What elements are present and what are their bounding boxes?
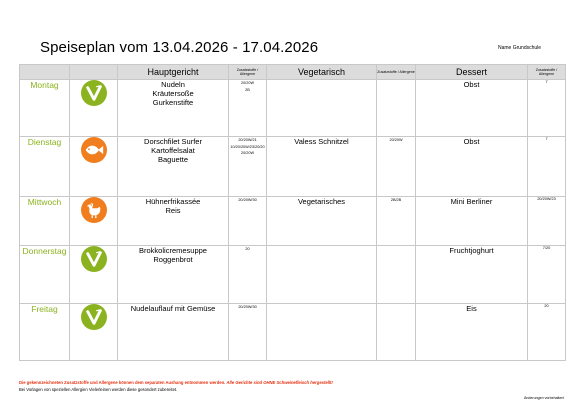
dessert: Mini Berliner xyxy=(416,197,528,246)
dessert-codes: 7/20 xyxy=(528,246,566,304)
main-dish: Nudeln Kräutersoße Gurkenstifte xyxy=(118,80,229,137)
day-row-mittwoch xyxy=(20,197,566,246)
header-day xyxy=(20,65,70,80)
fish-icon xyxy=(81,137,107,163)
main-codes: 20 xyxy=(229,246,267,304)
veg-codes: 20/20W xyxy=(377,137,416,197)
dessert-codes: 7 xyxy=(528,80,566,137)
header-main-codes: Zusatzstoffe / Allergene xyxy=(229,65,267,80)
header-dessert: Dessert xyxy=(416,65,528,80)
footer-note-pork: Alle Gerichte sind OHNE Schweinefleisch hergestellt! xyxy=(226,380,333,385)
dessert-codes: 20 xyxy=(528,304,566,361)
vegetarian-v-icon xyxy=(81,246,107,272)
chicken-icon xyxy=(81,197,107,223)
veg-codes: 2B/2B xyxy=(377,197,416,246)
header-dessert-codes: Zusatzstoffe / Allergene xyxy=(528,65,566,80)
school-name: Name Grundschule xyxy=(498,45,542,51)
dessert-codes: 7 xyxy=(528,137,566,197)
veg-dish: Valess Schnitzel xyxy=(267,137,377,197)
dessert: Obst xyxy=(416,137,528,197)
day-label: Mittwoch xyxy=(20,197,70,246)
page-title: Speiseplan vom 13.04.2026 - 17.04.2026 xyxy=(40,39,319,56)
veg-dish: Vegetarisches xyxy=(267,197,377,246)
main-codes: 20/20W 2B xyxy=(229,80,267,137)
header-main: Hauptgericht xyxy=(118,65,229,80)
veg-codes xyxy=(377,246,416,304)
veg-dish xyxy=(267,246,377,304)
main-dish: Dorschfilet Surfer Kartoffelsalat Baguette xyxy=(118,137,229,197)
main-codes: 20/20W/21 10/20/20W/23/20/20 20/20W xyxy=(229,137,267,197)
day-label: Montag xyxy=(20,80,70,137)
day-row-dienstag xyxy=(20,137,566,197)
day-row-donnerstag xyxy=(20,246,566,304)
day-row-montag xyxy=(20,80,566,137)
menu-table xyxy=(19,64,566,361)
footer-note-allergens: Die gekennzeichneten Zusatzstoffe und Allergene können dem separaten Aushang entnommen werden. Alle Gerichte sind OHNE Schweinefleisch hergestellt! xyxy=(19,380,333,385)
day-row-freitag xyxy=(20,304,566,361)
main-dish: Brokkolicremesuppe Roggenbrot xyxy=(118,246,229,304)
header-icon xyxy=(70,65,118,80)
dessert: Eis xyxy=(416,304,528,361)
main-dish: Hühnerfrikassée Reis xyxy=(118,197,229,246)
header-veg: Vegetarisch xyxy=(267,65,377,80)
header-veg-codes: Zusatzstoffe / Allergene xyxy=(377,65,416,80)
header-row xyxy=(20,65,566,80)
vegetarian-v-icon xyxy=(81,80,107,106)
dessert: Fruchtjoghurt xyxy=(416,246,528,304)
veg-dish xyxy=(267,80,377,137)
day-label: Dienstag xyxy=(20,137,70,197)
main-dish: Nudelauflauf mit Gemüse xyxy=(118,304,229,361)
day-label: Donnerstag xyxy=(20,246,70,304)
footer-note-changes: Änderungen vorbehalten! xyxy=(524,396,565,400)
vegetarian-v-icon xyxy=(81,304,107,330)
dessert-codes: 20/20W/23 xyxy=(528,197,566,246)
day-label: Freitag xyxy=(20,304,70,361)
veg-codes xyxy=(377,304,416,361)
dessert: Obst xyxy=(416,80,528,137)
main-codes: 20/20W/30 xyxy=(229,304,267,361)
veg-dish xyxy=(267,304,377,361)
footer-note-allergy: Bei Vorlagen von speziellen Allergien Vielerleinen werden diese gesondert zubereitet. xyxy=(19,387,178,392)
main-codes: 20/20W/30 xyxy=(229,197,267,246)
veg-codes xyxy=(377,80,416,137)
